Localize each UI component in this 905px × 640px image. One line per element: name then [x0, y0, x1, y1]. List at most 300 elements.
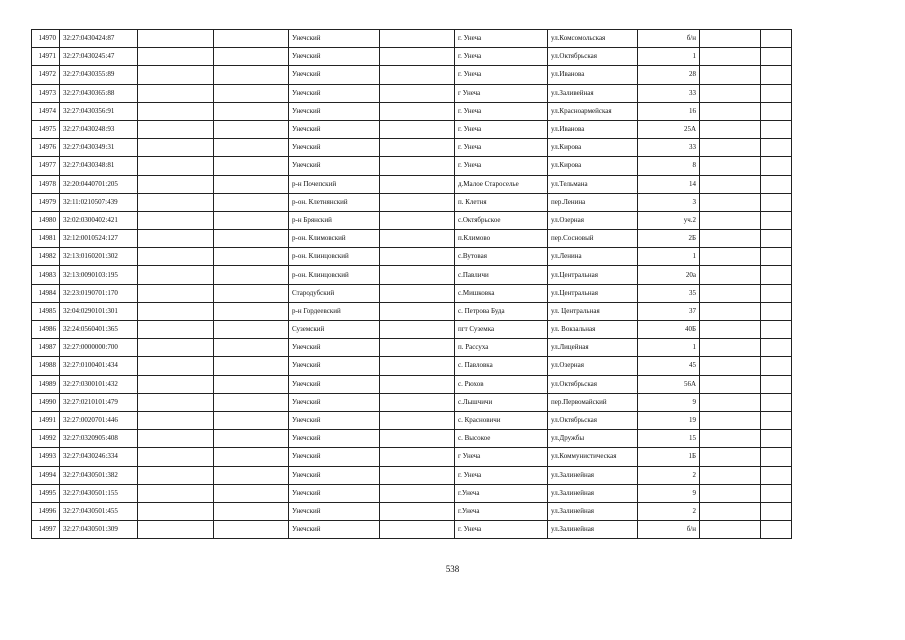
empty-col-10-cell — [700, 448, 761, 466]
empty-col-6-cell — [380, 393, 455, 411]
empty-col-10-cell — [700, 120, 761, 138]
record-number-cell: 14996 — [32, 502, 60, 520]
empty-col-3-cell — [138, 175, 214, 193]
settlement-cell: с. Петрова Буда — [455, 302, 548, 320]
district-cell: р-он. Климовский — [289, 230, 380, 248]
cadastral-number-cell: 32:27:0100401:434 — [60, 357, 138, 375]
table-row — [32, 248, 792, 266]
table-row — [32, 302, 792, 320]
settlement-cell: п. Рассуха — [455, 339, 548, 357]
house-number-cell: 2 — [638, 466, 700, 484]
street-cell: ул. Вокзальная — [548, 321, 638, 339]
settlement-cell: с.Павличи — [455, 266, 548, 284]
cadastral-number-cell: 32:13:0090103:195 — [60, 266, 138, 284]
street-cell: ул.Тельмана — [548, 175, 638, 193]
empty-col-3-cell — [138, 193, 214, 211]
empty-col-4-cell — [214, 48, 289, 66]
record-number-cell: 14989 — [32, 375, 60, 393]
empty-col-4-cell — [214, 120, 289, 138]
empty-col-6-cell — [380, 302, 455, 320]
district-cell: Унечский — [289, 448, 380, 466]
empty-col-4-cell — [214, 102, 289, 120]
empty-col-6-cell — [380, 66, 455, 84]
empty-col-6-cell — [380, 430, 455, 448]
street-cell: ул.Залинейная — [548, 502, 638, 520]
street-cell: пер.Сосновый — [548, 230, 638, 248]
street-cell: ул.Залинейная — [548, 521, 638, 539]
empty-col-6-cell — [380, 266, 455, 284]
settlement-cell: с. Павловка — [455, 357, 548, 375]
district-cell: Унечский — [289, 102, 380, 120]
cadastral-number-cell: 32:27:0430424:87 — [60, 30, 138, 48]
cadastral-number-cell: 32:27:0430246:334 — [60, 448, 138, 466]
empty-col-4-cell — [214, 321, 289, 339]
street-cell: ул.Озерная — [548, 357, 638, 375]
empty-col-6-cell — [380, 339, 455, 357]
street-cell: ул.Кирова — [548, 157, 638, 175]
empty-col-10-cell — [700, 375, 761, 393]
street-cell: ул.Иванова — [548, 120, 638, 138]
settlement-cell: с.Октябрьское — [455, 211, 548, 229]
house-number-cell: 35 — [638, 284, 700, 302]
empty-col-6-cell — [380, 193, 455, 211]
settlement-cell: г. Унеча — [455, 466, 548, 484]
cadastral-number-cell: 32:27:0430365:88 — [60, 84, 138, 102]
cadastral-number-cell: 32:27:0430355:89 — [60, 66, 138, 84]
street-cell: ул.Заливейная — [548, 84, 638, 102]
street-cell: ул.Озерная — [548, 211, 638, 229]
empty-col-10-cell — [700, 139, 761, 157]
record-number-cell: 14985 — [32, 302, 60, 320]
empty-col-11-cell — [761, 48, 792, 66]
empty-col-4-cell — [214, 157, 289, 175]
empty-col-11-cell — [761, 230, 792, 248]
empty-col-4-cell — [214, 230, 289, 248]
settlement-cell: с. Красновичи — [455, 411, 548, 429]
empty-col-6-cell — [380, 466, 455, 484]
empty-col-6-cell — [380, 84, 455, 102]
table-row — [32, 448, 792, 466]
empty-col-3-cell — [138, 411, 214, 429]
street-cell: ул.Иванова — [548, 66, 638, 84]
cadastral-number-cell: 32:27:0430501:309 — [60, 521, 138, 539]
settlement-cell: с. Высокое — [455, 430, 548, 448]
empty-col-3-cell — [138, 102, 214, 120]
empty-col-3-cell — [138, 248, 214, 266]
table-row — [32, 284, 792, 302]
house-number-cell: 25А — [638, 120, 700, 138]
empty-col-6-cell — [380, 357, 455, 375]
district-cell: р-он. Клинцовский — [289, 248, 380, 266]
house-number-cell: 9 — [638, 484, 700, 502]
empty-col-4-cell — [214, 448, 289, 466]
cadastral-number-cell: 32:27:0430501:155 — [60, 484, 138, 502]
record-number-cell: 14981 — [32, 230, 60, 248]
cadastral-number-cell: 32:04:0290101:301 — [60, 302, 138, 320]
street-cell: пер.Ленина — [548, 193, 638, 211]
table-row — [32, 175, 792, 193]
cadastral-number-cell: 32:24:0560401:365 — [60, 321, 138, 339]
table-row — [32, 102, 792, 120]
district-cell: Унечский — [289, 411, 380, 429]
empty-col-11-cell — [761, 84, 792, 102]
empty-col-11-cell — [761, 120, 792, 138]
empty-col-4-cell — [214, 211, 289, 229]
district-cell: р-он. Клинцовский — [289, 266, 380, 284]
district-cell: Унечский — [289, 393, 380, 411]
empty-col-6-cell — [380, 502, 455, 520]
empty-col-6-cell — [380, 248, 455, 266]
cadastral-number-cell: 32:27:0020701:446 — [60, 411, 138, 429]
table-row — [32, 120, 792, 138]
empty-col-10-cell — [700, 521, 761, 539]
street-cell: ул.Залинейная — [548, 466, 638, 484]
table-row — [32, 193, 792, 211]
district-cell: Стародубский — [289, 284, 380, 302]
district-cell: Унечский — [289, 521, 380, 539]
district-cell: р-н Брянский — [289, 211, 380, 229]
street-cell: ул.Дружбы — [548, 430, 638, 448]
district-cell: Унечский — [289, 30, 380, 48]
record-number-cell: 14990 — [32, 393, 60, 411]
empty-col-4-cell — [214, 175, 289, 193]
settlement-cell: д.Малое Староселье — [455, 175, 548, 193]
record-number-cell: 14972 — [32, 66, 60, 84]
empty-col-10-cell — [700, 466, 761, 484]
empty-col-11-cell — [761, 139, 792, 157]
settlement-cell: с.Вутовая — [455, 248, 548, 266]
settlement-cell: пгт Суземка — [455, 321, 548, 339]
table-row — [32, 321, 792, 339]
record-number-cell: 14973 — [32, 84, 60, 102]
empty-col-3-cell — [138, 302, 214, 320]
settlement-cell: п. Клетня — [455, 193, 548, 211]
record-number-cell: 14992 — [32, 430, 60, 448]
record-number-cell: 14978 — [32, 175, 60, 193]
table-row — [32, 157, 792, 175]
record-number-cell: 14994 — [32, 466, 60, 484]
cadastral-number-cell: 32:27:0430356:91 — [60, 102, 138, 120]
record-number-cell: 14984 — [32, 284, 60, 302]
house-number-cell: 28 — [638, 66, 700, 84]
cadastral-number-cell: 32:02:0300402:421 — [60, 211, 138, 229]
table-row — [32, 139, 792, 157]
empty-col-3-cell — [138, 120, 214, 138]
empty-col-3-cell — [138, 339, 214, 357]
table-row — [32, 357, 792, 375]
street-cell: ул.Октябрьская — [548, 411, 638, 429]
empty-col-10-cell — [700, 393, 761, 411]
empty-col-6-cell — [380, 375, 455, 393]
cadastral-number-cell: 32:27:0000000:700 — [60, 339, 138, 357]
cadastral-number-cell: 32:27:0320905:408 — [60, 430, 138, 448]
settlement-cell: г Унеча — [455, 84, 548, 102]
house-number-cell: 40Б — [638, 321, 700, 339]
street-cell: ул.Комсомольская — [548, 30, 638, 48]
empty-col-4-cell — [214, 430, 289, 448]
empty-col-11-cell — [761, 193, 792, 211]
empty-col-10-cell — [700, 339, 761, 357]
table-row — [32, 211, 792, 229]
cadastral-number-cell: 32:11:0210507:439 — [60, 193, 138, 211]
empty-col-6-cell — [380, 448, 455, 466]
empty-col-10-cell — [700, 84, 761, 102]
street-cell: ул.Коммунистическая — [548, 448, 638, 466]
empty-col-6-cell — [380, 211, 455, 229]
cadastral-number-cell: 32:20:0440701:205 — [60, 175, 138, 193]
house-number-cell: 37 — [638, 302, 700, 320]
district-cell: Унечский — [289, 84, 380, 102]
empty-col-11-cell — [761, 466, 792, 484]
settlement-cell: с. Рюхов — [455, 375, 548, 393]
settlement-cell: г.Унеча — [455, 484, 548, 502]
district-cell: Унечский — [289, 157, 380, 175]
empty-col-11-cell — [761, 484, 792, 502]
empty-col-6-cell — [380, 321, 455, 339]
empty-col-10-cell — [700, 302, 761, 320]
record-number-cell: 14977 — [32, 157, 60, 175]
record-number-cell: 14997 — [32, 521, 60, 539]
empty-col-11-cell — [761, 102, 792, 120]
record-number-cell: 14986 — [32, 321, 60, 339]
district-cell: Унечский — [289, 430, 380, 448]
empty-col-4-cell — [214, 484, 289, 502]
settlement-cell: г. Унеча — [455, 30, 548, 48]
empty-col-4-cell — [214, 193, 289, 211]
empty-col-4-cell — [214, 466, 289, 484]
record-number-cell: 14979 — [32, 193, 60, 211]
record-number-cell: 14975 — [32, 120, 60, 138]
district-cell: Унечский — [289, 66, 380, 84]
cadastral-number-cell: 32:27:0300101:432 — [60, 375, 138, 393]
table-row — [32, 393, 792, 411]
house-number-cell: уч.2 — [638, 211, 700, 229]
settlement-cell: г Унеча — [455, 448, 548, 466]
settlement-cell: г.Унеча — [455, 502, 548, 520]
empty-col-10-cell — [700, 284, 761, 302]
settlement-cell: п.Климово — [455, 230, 548, 248]
district-cell: Унечский — [289, 48, 380, 66]
settlement-cell: г. Унеча — [455, 120, 548, 138]
record-number-cell: 14971 — [32, 48, 60, 66]
empty-col-3-cell — [138, 448, 214, 466]
record-number-cell: 14982 — [32, 248, 60, 266]
page-number: 538 — [445, 564, 460, 574]
empty-col-4-cell — [214, 284, 289, 302]
empty-col-10-cell — [700, 357, 761, 375]
district-cell: р-н Гордеевский — [289, 302, 380, 320]
empty-col-10-cell — [700, 502, 761, 520]
table-row — [32, 411, 792, 429]
street-cell: ул.Ленина — [548, 248, 638, 266]
empty-col-4-cell — [214, 302, 289, 320]
empty-col-10-cell — [700, 66, 761, 84]
empty-col-6-cell — [380, 139, 455, 157]
empty-col-11-cell — [761, 66, 792, 84]
house-number-cell: 56А — [638, 375, 700, 393]
district-cell: Унечский — [289, 357, 380, 375]
record-number-cell: 14993 — [32, 448, 60, 466]
empty-col-6-cell — [380, 120, 455, 138]
record-number-cell: 14995 — [32, 484, 60, 502]
cadastral-number-cell: 32:27:0430245:47 — [60, 48, 138, 66]
empty-col-11-cell — [761, 30, 792, 48]
empty-col-3-cell — [138, 521, 214, 539]
empty-col-6-cell — [380, 284, 455, 302]
empty-col-6-cell — [380, 230, 455, 248]
empty-col-11-cell — [761, 393, 792, 411]
empty-col-4-cell — [214, 521, 289, 539]
empty-col-10-cell — [700, 484, 761, 502]
empty-col-6-cell — [380, 411, 455, 429]
empty-col-6-cell — [380, 102, 455, 120]
empty-col-6-cell — [380, 484, 455, 502]
empty-col-4-cell — [214, 375, 289, 393]
district-cell: Унечский — [289, 139, 380, 157]
empty-col-11-cell — [761, 430, 792, 448]
district-cell: Унечский — [289, 484, 380, 502]
empty-col-4-cell — [214, 139, 289, 157]
empty-col-3-cell — [138, 393, 214, 411]
empty-col-6-cell — [380, 521, 455, 539]
table-row — [32, 375, 792, 393]
empty-col-4-cell — [214, 30, 289, 48]
settlement-cell: с.Лышчичи — [455, 393, 548, 411]
table-row — [32, 30, 792, 48]
empty-col-10-cell — [700, 230, 761, 248]
empty-col-3-cell — [138, 484, 214, 502]
house-number-cell: 2Б — [638, 230, 700, 248]
record-number-cell: 14983 — [32, 266, 60, 284]
cadastral-number-cell: 32:27:0430501:455 — [60, 502, 138, 520]
house-number-cell: 16 — [638, 102, 700, 120]
empty-col-3-cell — [138, 48, 214, 66]
empty-col-11-cell — [761, 357, 792, 375]
record-number-cell: 14970 — [32, 30, 60, 48]
empty-col-4-cell — [214, 66, 289, 84]
empty-col-3-cell — [138, 84, 214, 102]
register-table — [31, 29, 792, 539]
table-row — [32, 66, 792, 84]
cadastral-number-cell: 32:27:0210101:479 — [60, 393, 138, 411]
house-number-cell: 20а — [638, 266, 700, 284]
empty-col-11-cell — [761, 411, 792, 429]
house-number-cell: 19 — [638, 411, 700, 429]
settlement-cell: г. Унеча — [455, 521, 548, 539]
house-number-cell: 14 — [638, 175, 700, 193]
empty-col-3-cell — [138, 321, 214, 339]
empty-col-11-cell — [761, 284, 792, 302]
empty-col-3-cell — [138, 139, 214, 157]
empty-col-11-cell — [761, 157, 792, 175]
house-number-cell: 33 — [638, 84, 700, 102]
empty-col-4-cell — [214, 393, 289, 411]
house-number-cell: 1 — [638, 248, 700, 266]
empty-col-3-cell — [138, 157, 214, 175]
table-row — [32, 466, 792, 484]
cadastral-number-cell: 32:27:0430349:31 — [60, 139, 138, 157]
cadastral-number-cell: 32:27:0430348:81 — [60, 157, 138, 175]
house-number-cell: 9 — [638, 393, 700, 411]
empty-col-10-cell — [700, 102, 761, 120]
empty-col-3-cell — [138, 211, 214, 229]
settlement-cell: г. Унеча — [455, 66, 548, 84]
empty-col-11-cell — [761, 339, 792, 357]
empty-col-3-cell — [138, 266, 214, 284]
district-cell: р-он. Клетнянский — [289, 193, 380, 211]
empty-col-4-cell — [214, 502, 289, 520]
settlement-cell: с.Мишковка — [455, 284, 548, 302]
table-row — [32, 502, 792, 520]
empty-col-11-cell — [761, 375, 792, 393]
record-number-cell: 14980 — [32, 211, 60, 229]
empty-col-4-cell — [214, 339, 289, 357]
empty-col-4-cell — [214, 84, 289, 102]
empty-col-4-cell — [214, 248, 289, 266]
record-number-cell: 14991 — [32, 411, 60, 429]
record-number-cell: 14976 — [32, 139, 60, 157]
settlement-cell: г. Унеча — [455, 157, 548, 175]
empty-col-6-cell — [380, 30, 455, 48]
empty-col-11-cell — [761, 302, 792, 320]
house-number-cell: 45 — [638, 357, 700, 375]
table-row — [32, 521, 792, 539]
district-cell: Унечский — [289, 466, 380, 484]
empty-col-3-cell — [138, 502, 214, 520]
house-number-cell: 33 — [638, 139, 700, 157]
house-number-cell: б/н — [638, 30, 700, 48]
house-number-cell: 1 — [638, 339, 700, 357]
district-cell: Суземский — [289, 321, 380, 339]
empty-col-10-cell — [700, 157, 761, 175]
table-row — [32, 266, 792, 284]
empty-col-10-cell — [700, 211, 761, 229]
district-cell: р-н Почепский — [289, 175, 380, 193]
empty-col-11-cell — [761, 521, 792, 539]
empty-col-10-cell — [700, 48, 761, 66]
house-number-cell: 1 — [638, 48, 700, 66]
street-cell: ул.Центральная — [548, 284, 638, 302]
district-cell: Унечский — [289, 120, 380, 138]
empty-col-3-cell — [138, 357, 214, 375]
house-number-cell: 2 — [638, 502, 700, 520]
empty-col-11-cell — [761, 448, 792, 466]
empty-col-11-cell — [761, 502, 792, 520]
district-cell: Унечский — [289, 502, 380, 520]
empty-col-11-cell — [761, 321, 792, 339]
empty-col-3-cell — [138, 375, 214, 393]
empty-col-10-cell — [700, 30, 761, 48]
settlement-cell: г. Унеча — [455, 139, 548, 157]
empty-col-10-cell — [700, 248, 761, 266]
street-cell: ул.Кирова — [548, 139, 638, 157]
street-cell: ул. Центральная — [548, 302, 638, 320]
street-cell: пер.Первомайский — [548, 393, 638, 411]
settlement-cell: г. Унеча — [455, 48, 548, 66]
table-row — [32, 48, 792, 66]
empty-col-3-cell — [138, 466, 214, 484]
street-cell: ул.Центральная — [548, 266, 638, 284]
empty-col-6-cell — [380, 157, 455, 175]
record-number-cell: 14988 — [32, 357, 60, 375]
cadastral-number-cell: 32:27:0430501:382 — [60, 466, 138, 484]
street-cell: ул.Красноармейская — [548, 102, 638, 120]
record-number-cell: 14987 — [32, 339, 60, 357]
house-number-cell: 3 — [638, 193, 700, 211]
empty-col-4-cell — [214, 266, 289, 284]
house-number-cell: 15 — [638, 430, 700, 448]
empty-col-10-cell — [700, 175, 761, 193]
